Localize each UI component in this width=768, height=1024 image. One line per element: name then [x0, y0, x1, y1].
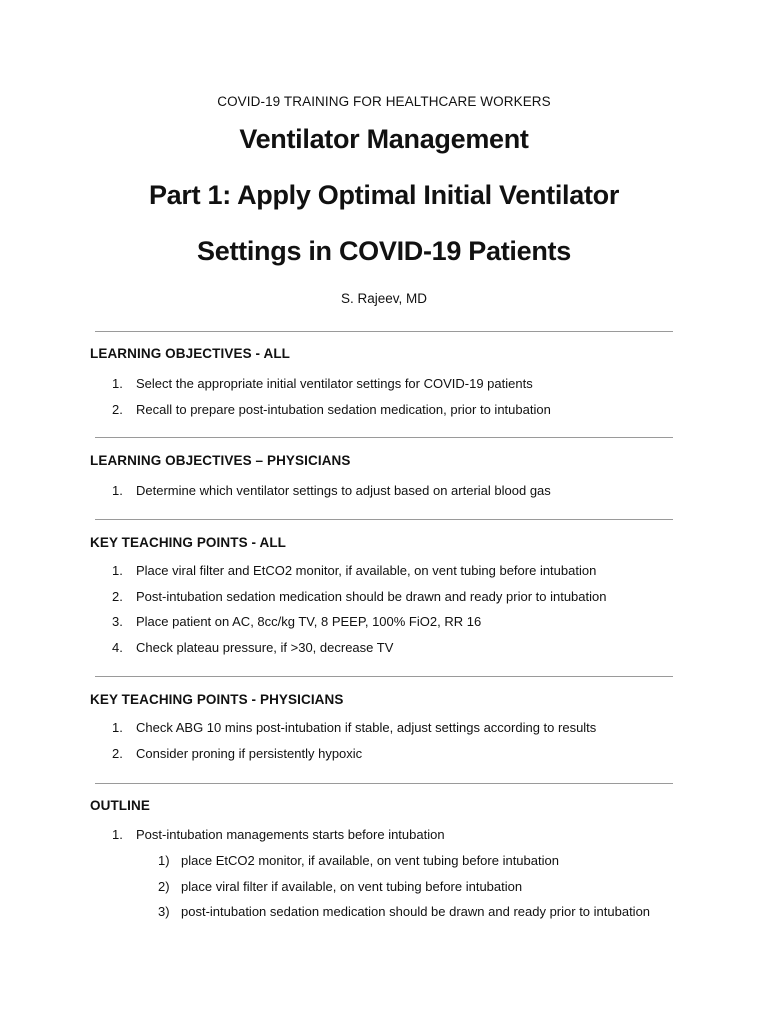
section-divider: [95, 331, 673, 332]
list-item: [0, 482, 768, 508]
list-item-number: 2.: [112, 401, 123, 417]
list-item: [0, 826, 768, 852]
learning-objectives-all-list: [0, 375, 768, 426]
list-item-number: 1.: [112, 720, 123, 735]
list-item-text: Place viral filter and EtCO2 monitor, if available, on vent tubing before intubation: [136, 563, 597, 578]
document-title-line-1: Ventilator Management: [239, 124, 529, 154]
document-title-line-2: Part 1: Apply Optimal Initial Ventilator: [148, 180, 620, 210]
list-item: [0, 613, 768, 639]
list-item-text: Post-intubation managements starts before intubation: [136, 827, 445, 842]
outline-list: [0, 826, 768, 852]
sub-list-item-text: place EtCO2 monitor, if available, on vent tubing before intubation: [181, 853, 559, 868]
list-item-text: Consider proning if persistently hypoxic: [136, 745, 363, 761]
document-supertitle: COVID-19 TRAINING FOR HEALTHCARE WORKERS: [217, 94, 551, 109]
section-divider: [95, 676, 673, 677]
document-title-line-3: Settings in COVID-19 Patients: [197, 236, 571, 266]
sub-list-item: [0, 852, 768, 878]
list-item-text: Post-intubation sedation medication should be drawn and ready prior to intubation: [136, 588, 607, 604]
list-item: [0, 401, 768, 427]
key-teaching-points-all-list: [0, 562, 768, 664]
document-author: S. Rajeev, MD: [340, 291, 428, 306]
list-item: [0, 639, 768, 665]
sub-list-item-text: post-intubation sedation medication should be drawn and ready prior to intubation: [181, 904, 651, 919]
list-item-text: Place patient on AC, 8cc/kg TV, 8 PEEP, 100% FiO2, RR 16: [136, 614, 482, 629]
section-heading-learning-objectives-physicians: LEARNING OBJECTIVES – PHYSICIANS: [90, 453, 351, 468]
list-item: [0, 719, 768, 745]
learning-objectives-physicians-list: [0, 482, 768, 508]
section-heading-learning-objectives-all: LEARNING OBJECTIVES - ALL: [90, 346, 291, 361]
list-item-number: 3.: [112, 614, 123, 629]
list-item-text: Select the appropriate initial ventilator settings for COVID-19 patients: [136, 376, 533, 391]
list-item-text: Check ABG 10 mins post-intubation if stable, adjust settings according to results: [136, 720, 597, 735]
list-item: [0, 588, 768, 614]
list-item-text: Check plateau pressure, if >30, decrease TV: [136, 639, 394, 655]
list-item-number: 1.: [112, 376, 123, 391]
list-item-text: Recall to prepare post-intubation sedation medication, prior to intubation: [136, 401, 551, 417]
outline-sublist: [0, 852, 768, 929]
section-heading-key-teaching-points-physicians: KEY TEACHING POINTS - PHYSICIANS: [90, 692, 344, 707]
list-item-number: 1.: [112, 483, 123, 498]
section-divider: [95, 519, 673, 520]
section-heading-outline: OUTLINE: [90, 798, 150, 813]
sub-list-item-number: 3): [158, 904, 170, 919]
list-item-number: 2.: [112, 588, 123, 604]
list-item-number: 1.: [112, 827, 123, 842]
sub-list-item: [0, 878, 768, 904]
sub-list-item-text: place viral filter if available, on vent tubing before intubation: [181, 878, 523, 894]
sub-list-item: [0, 903, 768, 929]
sub-list-item-number: 1): [158, 853, 170, 868]
section-divider: [95, 437, 673, 438]
list-item: [0, 745, 768, 771]
list-item-number: 1.: [112, 563, 123, 578]
list-item-number: 2.: [112, 745, 123, 761]
list-item-text: Determine which ventilator settings to adjust based on arterial blood gas: [136, 483, 551, 498]
list-item: [0, 375, 768, 401]
list-item-number: 4.: [112, 639, 123, 655]
section-heading-key-teaching-points-all: KEY TEACHING POINTS - ALL: [90, 535, 287, 550]
sub-list-item-number: 2): [158, 878, 170, 894]
list-item: [0, 562, 768, 588]
key-teaching-points-physicians-list: [0, 719, 768, 770]
section-divider: [95, 783, 673, 784]
